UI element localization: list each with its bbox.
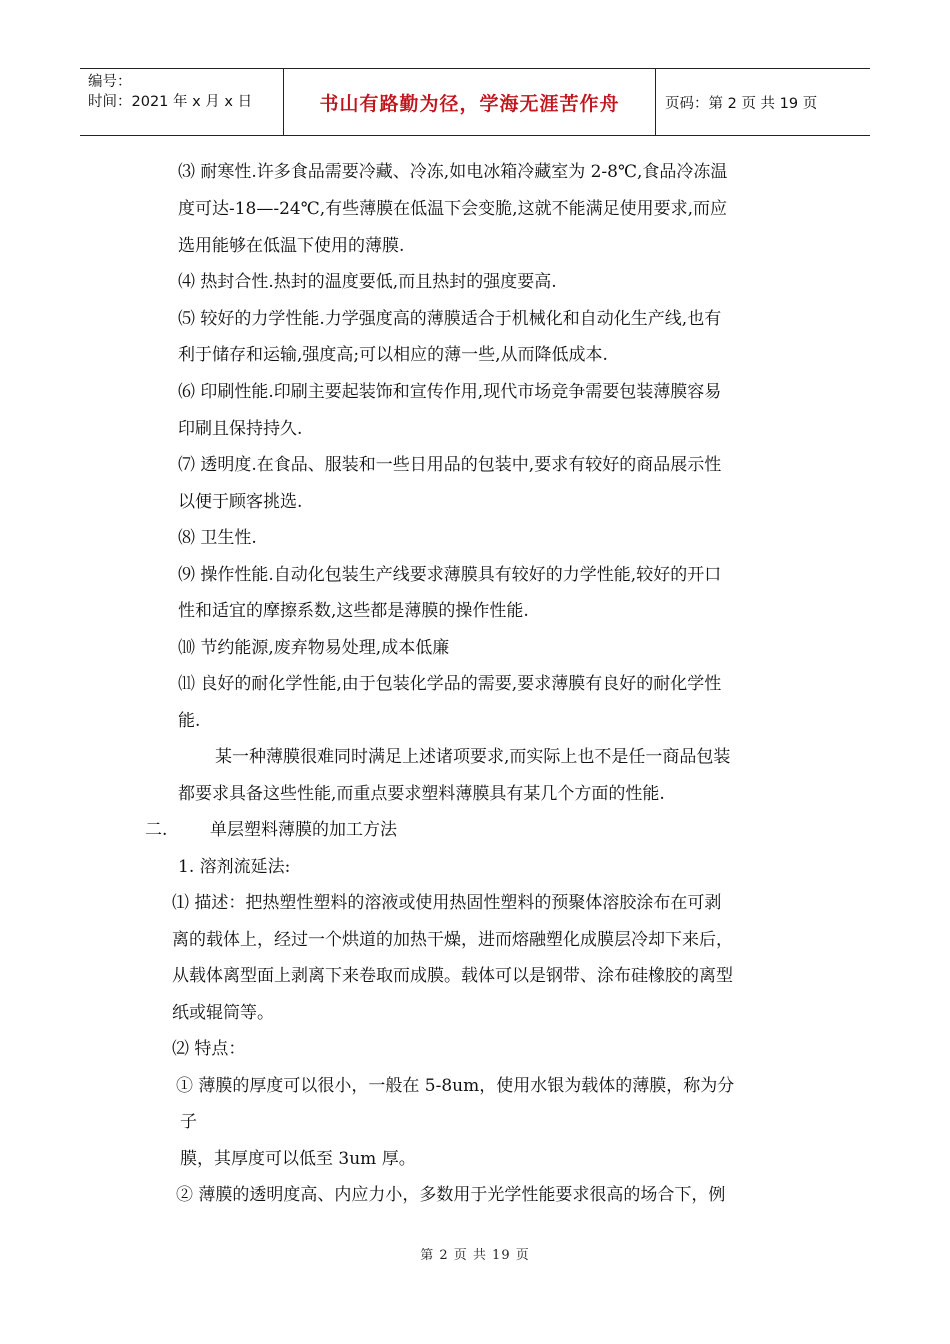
document-date: 时间：2021 年 x 月 x 日 xyxy=(88,94,253,110)
text-line: ⑾ 良好的耐化学性能,由于包装化学品的需要,要求薄膜有良好的耐化学性 xyxy=(178,674,722,694)
text-line: 纸或辊筒等。 xyxy=(172,1003,274,1023)
text-line: ⑸ 较好的力学性能.力学强度高的薄膜适合于机械化和自动化生产线,也有 xyxy=(178,309,722,329)
page-header xyxy=(80,68,870,136)
section-heading: 单层塑料薄膜的加工方法 xyxy=(210,820,397,840)
document-number: 编号： xyxy=(88,74,132,90)
header-motto: 书山有路勤为径，学海无涯苦作舟 xyxy=(319,92,620,115)
text-line: ⑹ 印刷性能.印刷主要起装饰和宣传作用,现代市场竞争需要包装薄膜容易 xyxy=(178,382,722,402)
text-line: ⑷ 热封合性.热封的温度要低,而且热封的强度要高. xyxy=(178,272,557,292)
text-line: 选用能够在低温下使用的薄膜. xyxy=(178,236,405,256)
header-page-info: 页码：第 2 页 共 19 页 xyxy=(665,95,818,112)
text-line: 度可达-18—-24℃,有些薄膜在低温下会变脆,这就不能满足使用要求,而应 xyxy=(178,199,727,219)
text-line: 膜，其厚度可以低至 3um 厚。 xyxy=(180,1149,416,1169)
text-line: ⑴ 描述：把热塑性塑料的溶液或使用热固性塑料的预聚体溶胶涂布在可剥 xyxy=(172,893,722,913)
text-line: ⑶ 耐寒性.许多食品需要冷藏、冷冻,如电冰箱冷藏室为 2-8℃,食品冷冻温 xyxy=(178,162,728,182)
header-divider-right xyxy=(655,68,656,136)
text-line: 性和适宜的摩擦系数,这些都是薄膜的操作性能. xyxy=(178,601,529,621)
text-line: ⑻ 卫生性. xyxy=(178,528,257,548)
text-line: 子 xyxy=(180,1112,197,1132)
text-line: 离的载体上，经过一个烘道的加热干燥，进而熔融塑化成膜层冷却下来后， xyxy=(172,930,733,950)
text-line: 某一种薄膜很难同时满足上述诸项要求,而实际上也不是任一商品包装 xyxy=(215,747,731,767)
text-line: 以便于顾客挑选. xyxy=(178,492,303,512)
text-line: 从载体离型面上剥离下来卷取而成膜。载体可以是钢带、涂布硅橡胶的离型 xyxy=(172,966,733,986)
text-line: ⑼ 操作性能.自动化包装生产线要求薄膜具有较好的力学性能,较好的开口 xyxy=(178,565,722,585)
page-footer: 第 2 页 共 19 页 xyxy=(420,1248,530,1263)
text-line: 能. xyxy=(178,711,201,731)
text-line: ① 薄膜的厚度可以很小，一般在 5-8um，使用水银为载体的薄膜，称为分 xyxy=(176,1076,735,1096)
text-line: 1. 溶剂流延法: xyxy=(178,857,291,877)
text-line: 利于储存和运输,强度高;可以相应的薄一些,从而降低成本. xyxy=(178,345,608,365)
text-line: ② 薄膜的透明度高、内应力小，多数用于光学性能要求很高的场合下，例 xyxy=(176,1185,726,1205)
text-line: 印刷且保持持久. xyxy=(178,419,303,439)
text-line: 都要求具备这些性能,而重点要求塑料薄膜具有某几个方面的性能. xyxy=(178,784,665,804)
section-number: 二. xyxy=(145,820,168,840)
header-meta xyxy=(88,72,252,112)
text-line: ⑺ 透明度.在食品、服装和一些日用品的包装中,要求有较好的商品展示性 xyxy=(178,455,722,475)
text-line: ⑵ 特点： xyxy=(172,1039,246,1059)
text-line: ⑽ 节约能源,废弃物易处理,成本低廉 xyxy=(178,638,450,658)
